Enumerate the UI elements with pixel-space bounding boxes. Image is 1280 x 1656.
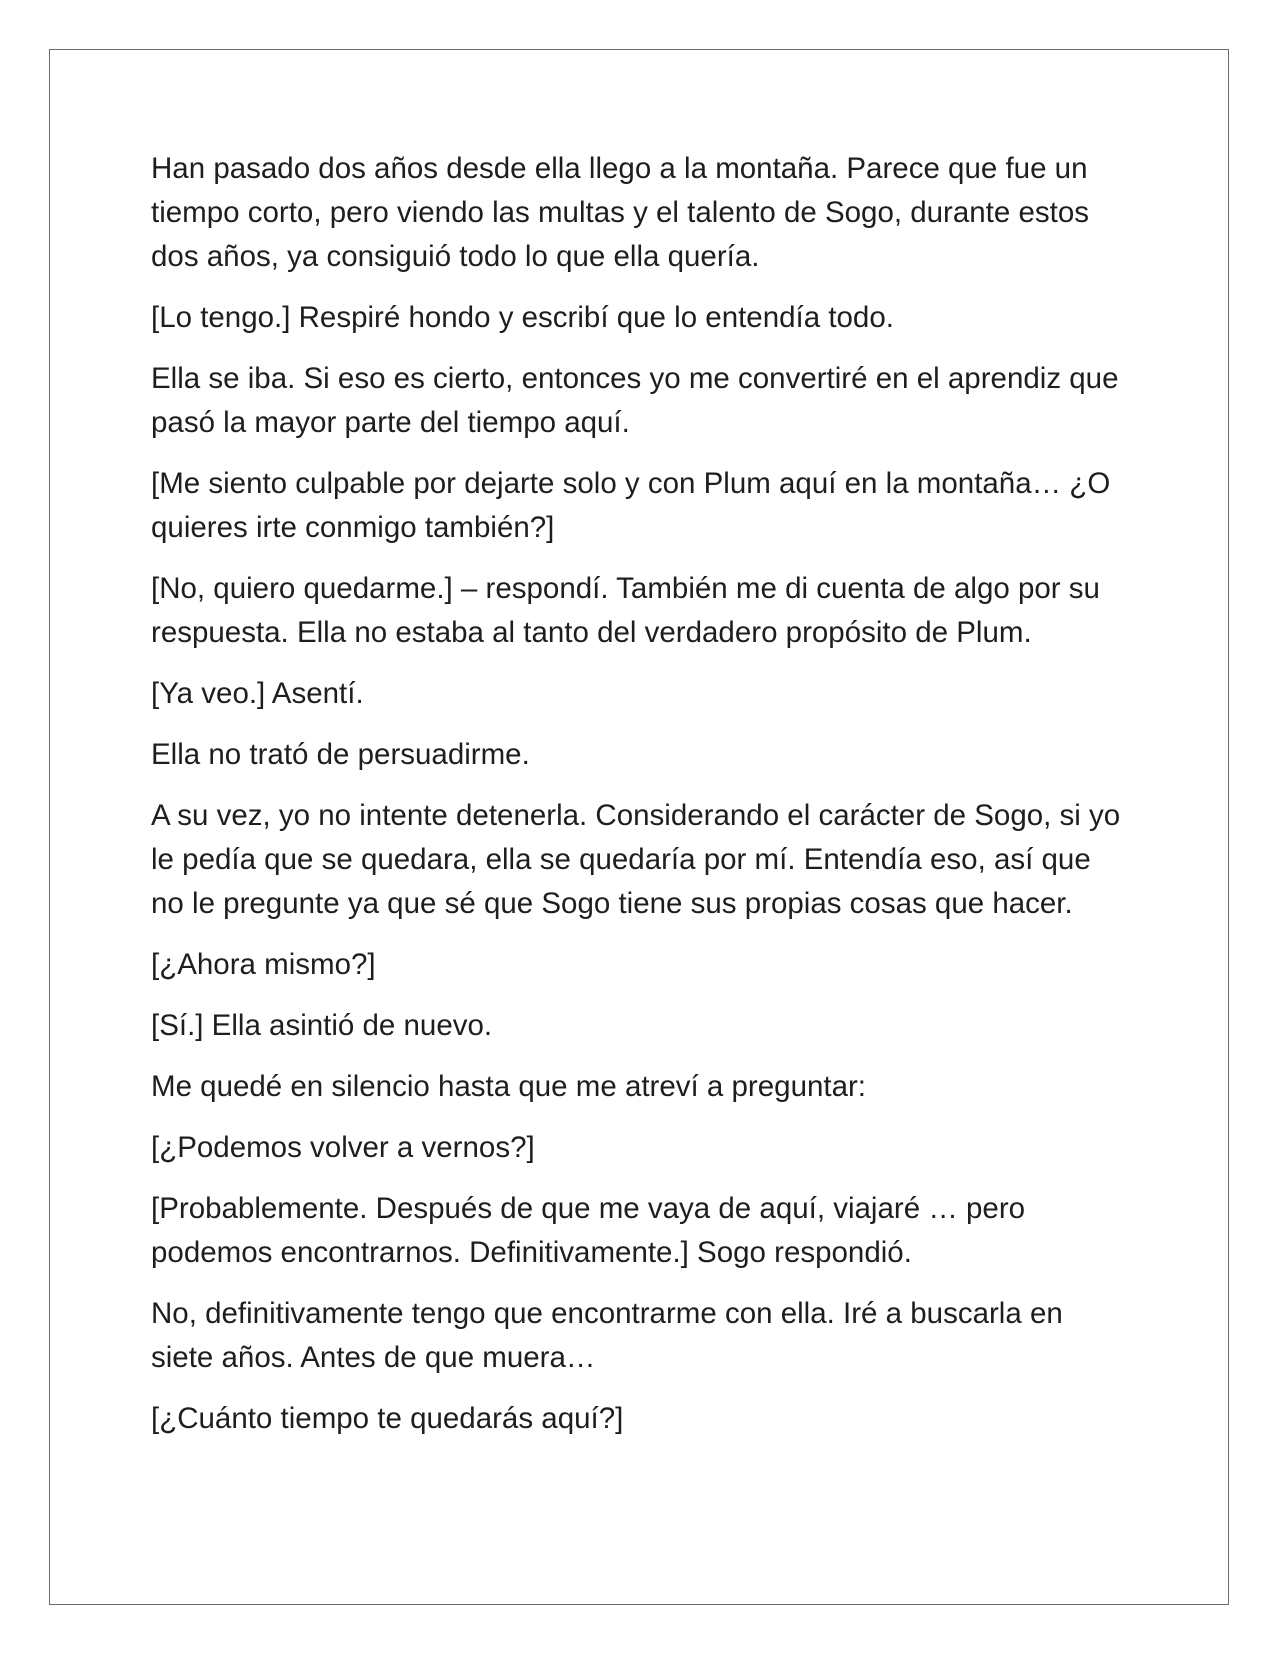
- paragraph: Me quedé en silencio hasta que me atreví a preguntar:: [151, 1070, 867, 1103]
- paragraph: [¿Podemos volver a vernos?]: [151, 1131, 535, 1164]
- paragraph: [Ya veo.] Asentí.: [151, 677, 364, 710]
- paragraph: [Sí.] Ella asintió de nuevo.: [151, 1009, 493, 1042]
- paragraph: [Probablemente. Después de que me vaya de aquí, viajaré … pero podemos encontrarnos. Definitivamente.] Sogo respondió.: [151, 1192, 1026, 1269]
- paragraph: [¿Ahora mismo?]: [151, 948, 376, 981]
- paragraph: Han pasado dos años desde ella llego a la montaña. Parece que fue un tiempo corto, pero viendo las multas y el talento de Sogo, durante estos dos años, ya consiguió todo lo que ella quería.: [151, 152, 1089, 273]
- paragraph: Ella se iba. Si eso es cierto, entonces yo me convertiré en el aprendiz que pasó la mayor parte del tiempo aquí.: [151, 362, 1119, 439]
- paragraph: Ella no trató de persuadirme.: [151, 738, 530, 771]
- document-body: [151, 147, 1131, 1458]
- paragraph: A su vez, yo no intente detenerla. Considerando el carácter de Sogo, si yo le pedía que se quedara, ella se quedaría por mí. Entendía eso, así que no le pregunte ya que sé que Sogo tiene sus propias cosas que hacer.: [151, 799, 1121, 920]
- paragraph: [Lo tengo.] Respiré hondo y escribí que lo entendía todo.: [151, 301, 894, 334]
- paragraph: No, definitivamente tengo que encontrarme con ella. Iré a buscarla en siete años. Antes de que muera…: [151, 1297, 1063, 1374]
- paragraph: [¿Cuánto tiempo te quedarás aquí?]: [151, 1402, 624, 1435]
- paragraph: [No, quiero quedarme.] – respondí. También me di cuenta de algo por su respuesta. Ella no estaba al tanto del verdadero propósito de Plum.: [151, 572, 1100, 649]
- paragraph: [Me siento culpable por dejarte solo y con Plum aquí en la montaña… ¿O quieres irte conmigo también?]: [151, 467, 1111, 544]
